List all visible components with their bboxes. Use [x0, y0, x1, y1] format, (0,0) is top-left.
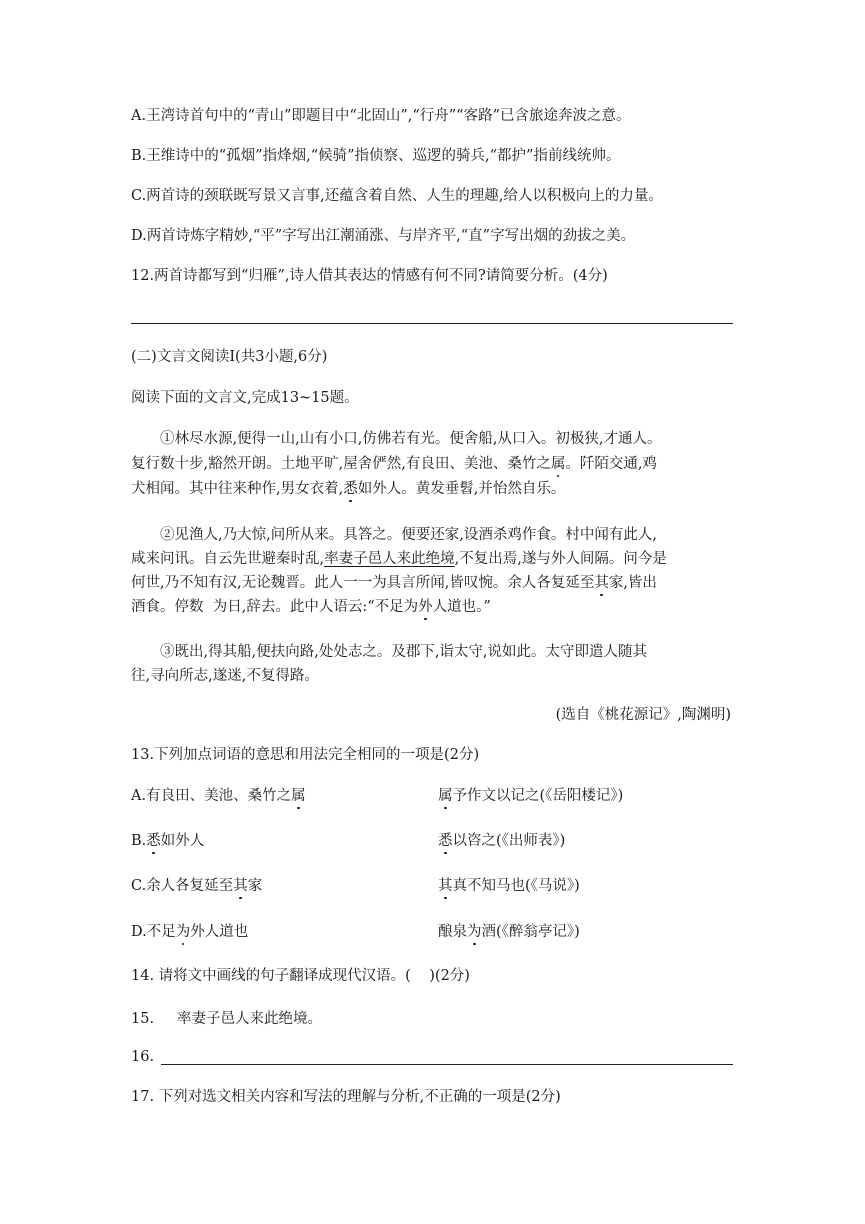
q11-option-d: D.两首诗炼字精妙,“平”字写出江潮涌涨、与岸齐平,“直”字写出烟的劲拔之美。 — [131, 228, 636, 244]
q11-option-a: A.王湾诗首句中的“青山”即题目中“北固山”,“行舟”“客路”已含旅途奔波之意。 — [131, 108, 631, 124]
q11-option-b: B.王维诗中的“孤烟”指烽烟,“候骑”指侦察、巡逻的骑兵,“都护”指前线统帅。 — [131, 148, 621, 164]
q11-option-c: C.两首诗的颈联既写景又言事,还蕴含着自然、人生的理趣,给人以积极向上的力量。 — [131, 188, 663, 204]
q15-text: 率妻子邑人来此绝境。 — [177, 1011, 322, 1027]
q13-option-b-right: 悉以咨之(《出师表》) — [438, 833, 566, 849]
dotted-char: 其 — [594, 575, 609, 591]
passage-p1-line1: ①林尽水源,便得一山,山有小口,仿佛若有光。便舍船,从口入。初极狭,才通人。 — [160, 431, 662, 447]
underlined-sentence: 率妻子邑人来此绝境 — [324, 551, 455, 567]
q17-question: 17. 下列对选文相关内容和写法的理解与分析,不正确的一项是(2分) — [131, 1089, 561, 1105]
dotted-char: 为 — [467, 924, 482, 940]
dotted-char: 悉 — [146, 833, 161, 849]
passage-source: (选自《桃花源记》,陶渊明) — [555, 707, 731, 723]
q13-option-c-right: 其真不知马也(《马说》) — [438, 878, 580, 894]
dotted-char: 悉 — [343, 481, 358, 497]
section-instruction: 阅读下面的文言文,完成13~15题。 — [131, 390, 359, 406]
passage-p3-line2: 往,寻向所志,遂迷,不复得路。 — [131, 668, 319, 684]
dotted-char: 其 — [233, 878, 248, 894]
q13-option-a-right: 属予作文以记之(《岳阳楼记》) — [438, 788, 624, 804]
q16-number: 16. — [131, 1049, 155, 1065]
q16-answer-line[interactable] — [161, 1064, 733, 1065]
passage-p2-line1: ②见渔人,乃大惊,问所从来。具答之。便要还家,设酒杀鸡作食。村中闻有此人, — [160, 527, 657, 543]
q12-question: 12.两首诗都写到“归雁”,诗人借其表达的情感有何不同?请简要分析。(4分) — [131, 268, 608, 284]
passage-p3-line1: ③既出,得其船,便扶向路,处处志之。及郡下,诣太守,说如此。太守即遣人随其 — [160, 644, 648, 660]
q14-question: 14. 请将文中画线的句子翻译成现代汉语。( )(2分) — [131, 968, 470, 984]
q13-option-d-right: 酿泉为酒(《醉翁亭记》) — [438, 924, 580, 940]
q13-option-b-left: B.悉如外人 — [131, 833, 205, 849]
passage-p2-line3: 何世,乃不知有汉,无论魏晋。此人一一为具言所闻,皆叹惋。余人各复延至其家,皆出 — [131, 575, 657, 591]
q12-answer-line[interactable] — [131, 323, 733, 324]
dotted-char: 外 — [418, 599, 433, 615]
q13-option-c-left: C.余人各复延至其家 — [131, 878, 263, 894]
q15-number: 15. — [131, 1011, 155, 1027]
q13-stem: 13.下列加点词语的意思和用法完全相同的一项是(2分) — [131, 747, 480, 763]
section-heading: (二)文言文阅读Ⅰ(共3小题,6分) — [131, 349, 328, 365]
dotted-char: 属 — [438, 788, 453, 804]
dotted-char: 为 — [175, 924, 191, 940]
passage-p1-line3: 犬相闻。其中往来种作,男女衣着,悉如外人。黄发垂髫,并怡然自乐。 — [131, 481, 566, 497]
dotted-char: 属 — [291, 788, 306, 804]
dotted-char: 其 — [438, 878, 453, 894]
dotted-char: 悉 — [438, 833, 453, 849]
dotted-char: 属 — [550, 456, 566, 472]
passage-p2-line2: 咸来问讯。自云先世避秦时乱,率妻子邑人来此绝境,不复出焉,遂与外人间隔。问今是 — [131, 551, 667, 567]
q13-option-d-left: D.不足为外人道也 — [131, 924, 249, 940]
q13-option-a-left: A.有良田、美池、桑竹之属 — [131, 788, 306, 804]
passage-p1-line2: 复行数十步,豁然开朗。土地平旷,屋舍俨然,有良田、美池、桑竹之属。阡陌交通,鸡 — [131, 456, 657, 472]
passage-p2-line4: 酒食。停数 为日,辞去。此中人语云:“不足为外人道也。” — [131, 599, 491, 615]
